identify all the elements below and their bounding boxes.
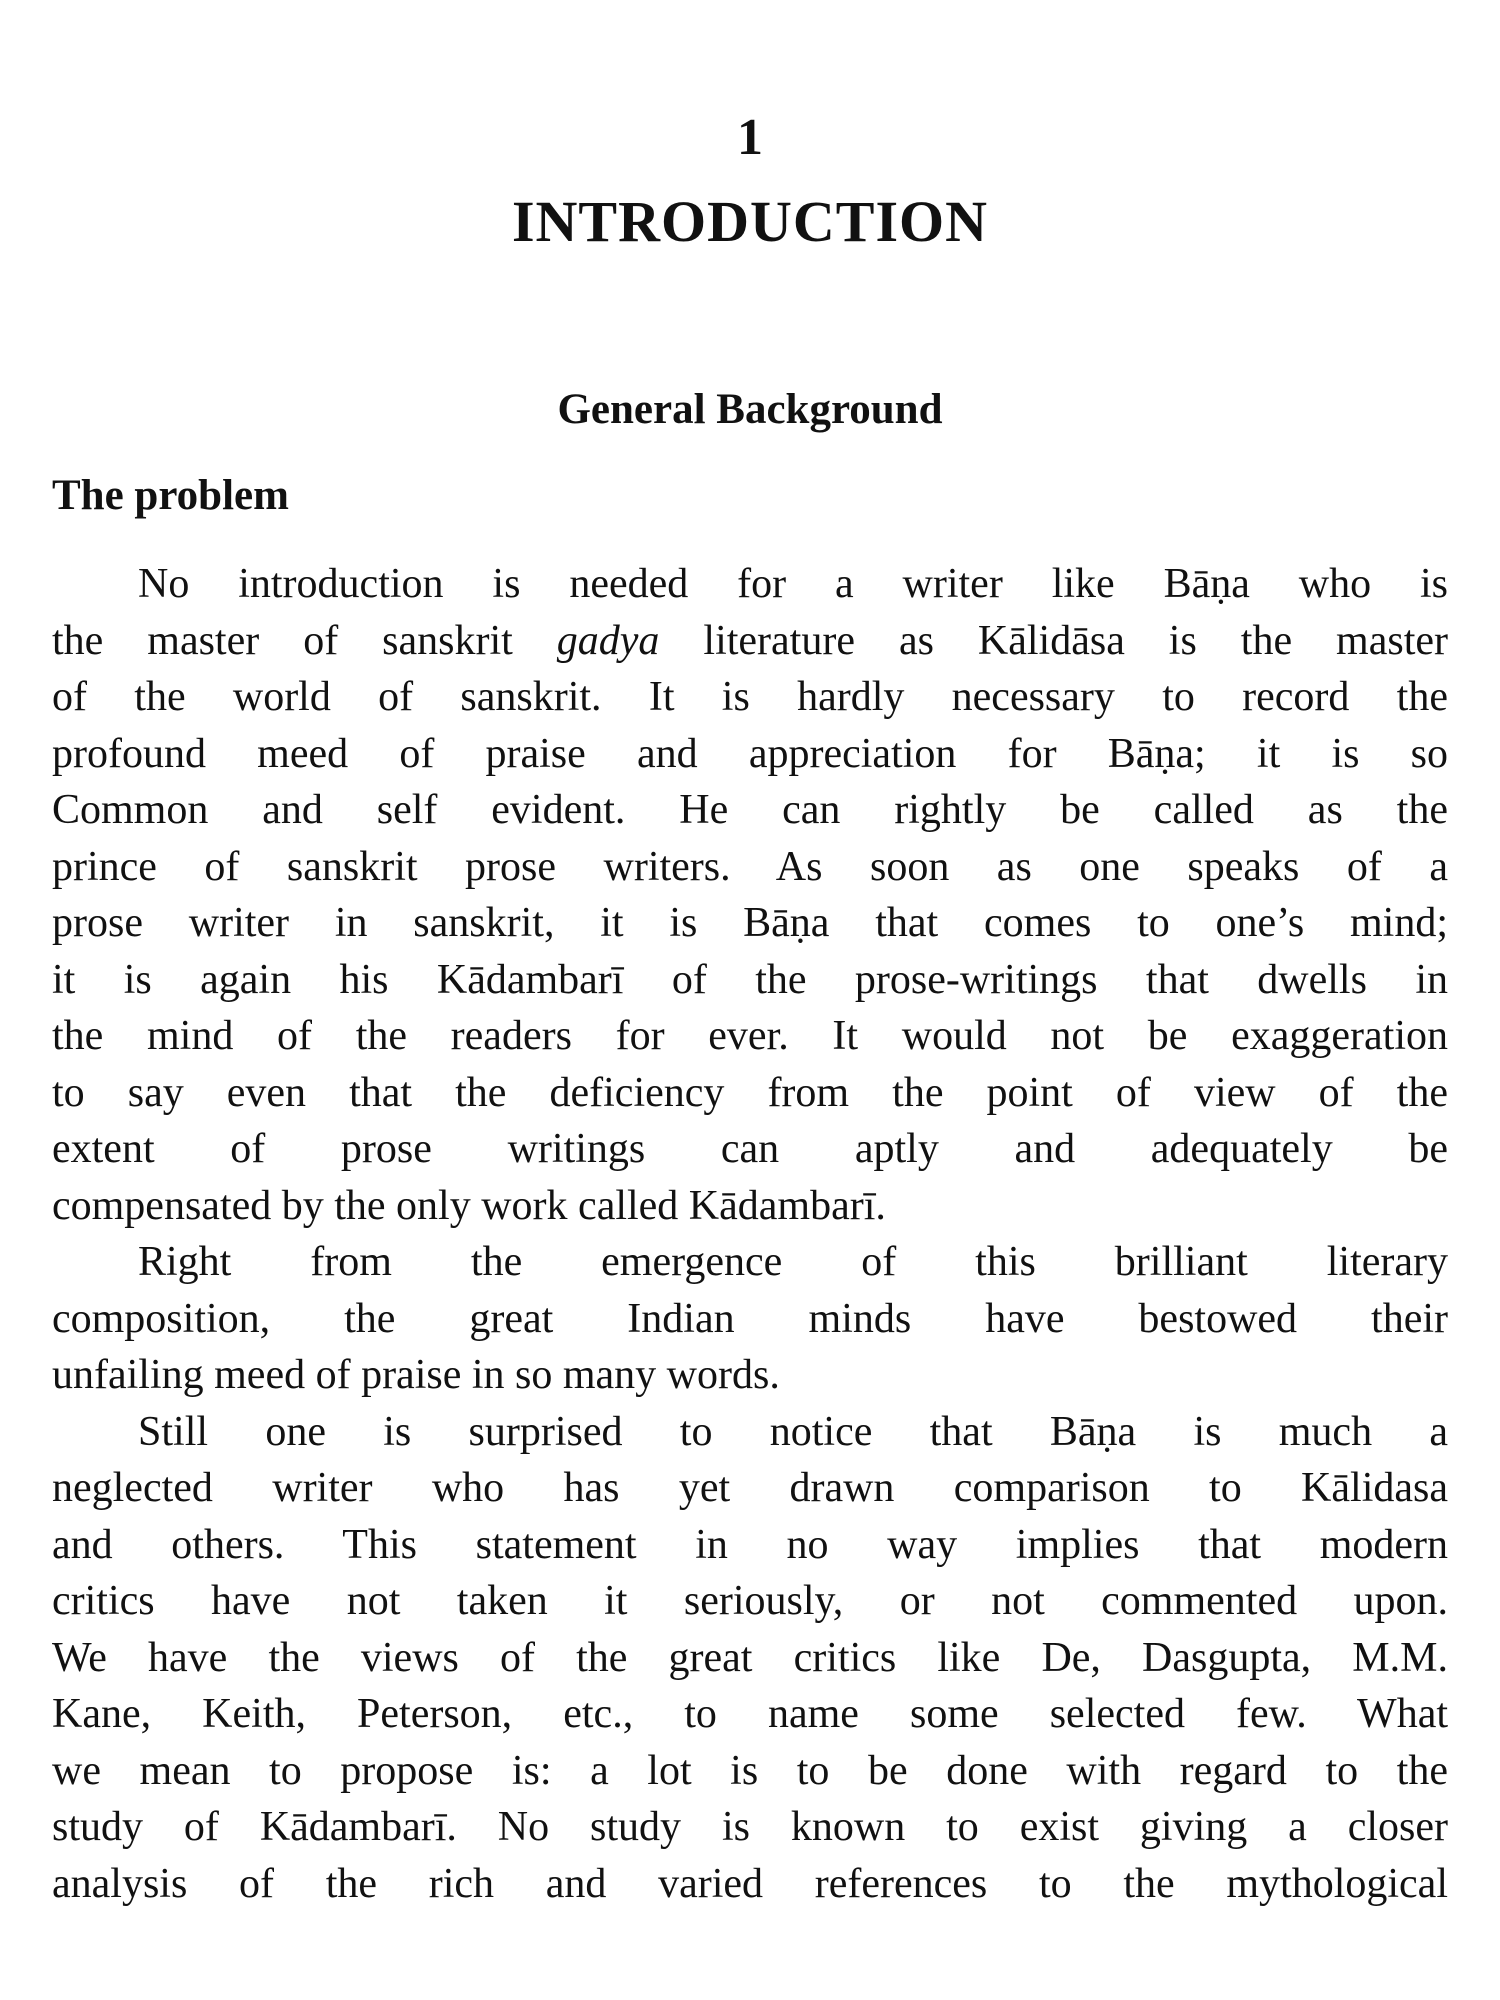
italic-term: gadya: [556, 617, 660, 664]
text-line: of the world of sanskrit. It is hardly necessary to record the: [52, 674, 1448, 720]
text-line: and others. This statement in no way implies that modern: [52, 1521, 1448, 1568]
text-line: extent of prose writings can aptly and adequately be: [52, 1126, 1448, 1172]
section-heading: General Background: [557, 386, 943, 433]
text-line: Still one is surprised to notice that Bāṇa is much a: [138, 1408, 1448, 1455]
text-line: neglected writer who has yet drawn comparison to Kālidasa: [52, 1465, 1448, 1511]
chapter-title: INTRODUCTION: [511, 189, 989, 254]
paragraph-2: [52, 1234, 1448, 1404]
text-line: we mean to propose is: a lot is to be done with regard to the: [52, 1747, 1448, 1794]
text-line: Common and self evident. He can rightly be called as the: [52, 787, 1448, 833]
paragraph-1: [52, 556, 1448, 1234]
text-line: Right from the emergence of this brilliant literary: [138, 1239, 1448, 1285]
text-line: Kane, Keith, Peterson, etc., to name some selected few. What: [52, 1691, 1448, 1737]
chapter-number: 1: [737, 109, 763, 166]
text-line: We have the views of the great critics like De, Dasgupta, M.M.: [52, 1634, 1448, 1681]
text-line: [52, 613, 1448, 670]
text-line: profound meed of praise and appreciation for Bāṇa; it is so: [52, 730, 1448, 777]
text-segment: the master of sanskrit: [52, 617, 557, 664]
subsection-heading: The problem: [52, 472, 289, 519]
text-line: it is again his Kādambarī of the prose-writings that dwells in: [52, 956, 1448, 1003]
text-line: No introduction is needed for a writer like Bāṇa who is: [138, 561, 1448, 607]
text-line: prose writer in sanskrit, it is Bāṇa that comes to one’s mind;: [52, 900, 1448, 946]
text-line: prince of sanskrit prose writers. As soon as one speaks of a: [52, 843, 1448, 890]
text-line: critics have not taken it seriously, or not commented upon.: [52, 1578, 1448, 1624]
text-line: compensated by the only work called Kādambarī.: [52, 1182, 886, 1229]
text-line: composition, the great Indian minds have bestowed their: [52, 1295, 1448, 1342]
body-text: [52, 556, 1448, 1912]
paragraph-3: [52, 1404, 1448, 1913]
text-line: to say even that the deficiency from the point of view of the: [52, 1069, 1448, 1116]
text-line: the mind of the readers for ever. It would not be exaggeration: [52, 1013, 1448, 1059]
text-segment: literature as Kālidāsa is the master: [659, 617, 1449, 664]
text-line: unfailing meed of praise in so many words.: [52, 1352, 780, 1398]
text-line: analysis of the rich and varied references to the mythological: [52, 1860, 1448, 1907]
text-line: study of Kādambarī. No study is known to exist giving a closer: [52, 1804, 1448, 1850]
